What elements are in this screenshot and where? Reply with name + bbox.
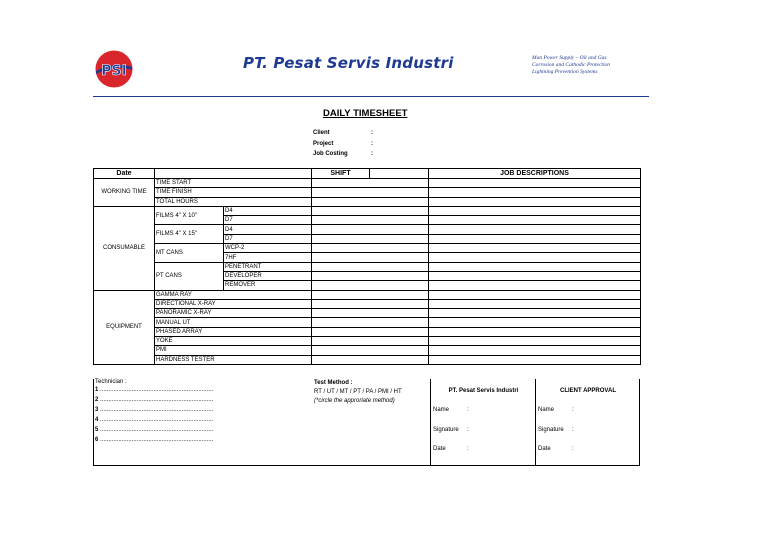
row-label: GAMMA RAY	[155, 290, 312, 299]
item-label: PENETRANT	[224, 262, 312, 271]
table-header-row	[94, 169, 641, 179]
job-cell[interactable]	[429, 346, 641, 355]
item-label: 7HF	[224, 253, 312, 262]
service-line: Corrosion and Cathodic Protection	[532, 62, 610, 68]
services-list	[532, 55, 610, 76]
table-row	[94, 206, 641, 215]
shift-cell[interactable]	[312, 197, 429, 206]
company-name: PT. Pesat Servis Industri	[243, 54, 454, 72]
test-method-options[interactable]: RT / UT / MT / PT / PA / PMI / HT	[314, 389, 402, 395]
logo-text: PSI	[101, 63, 127, 79]
shift-cell[interactable]	[312, 262, 429, 271]
date-input-cell[interactable]	[155, 169, 312, 179]
meta-label: Job Costing	[313, 151, 348, 157]
item-label: REMOVER	[224, 281, 312, 290]
row-label: YOKE	[155, 337, 312, 346]
timesheet-table	[93, 168, 641, 365]
shift-cell[interactable]	[312, 188, 429, 197]
header-divider	[93, 96, 649, 97]
technician-line[interactable]: 4 ....................................................................	[95, 417, 214, 423]
table-row	[94, 355, 641, 364]
shift-cell[interactable]	[312, 244, 429, 253]
table-row	[94, 290, 641, 299]
row-label: PANORAMIC X-RAY	[155, 309, 312, 318]
job-cell[interactable]	[429, 309, 641, 318]
job-descriptions-header: JOB DESCRIPTIONS	[429, 169, 641, 179]
shift-cell[interactable]	[312, 225, 429, 234]
service-line: Lightning Prevention Systems	[532, 69, 598, 75]
technician-label: Technician :	[95, 379, 127, 385]
table-row	[94, 244, 641, 253]
shift-cell[interactable]	[312, 290, 429, 299]
meta-row-job-costing	[313, 149, 373, 160]
job-cell[interactable]	[429, 337, 641, 346]
pt-approval-box	[430, 379, 536, 465]
shift-cell[interactable]	[312, 318, 429, 327]
job-cell[interactable]	[429, 253, 641, 262]
meta-row-project	[313, 139, 373, 150]
job-cell[interactable]	[429, 262, 641, 271]
sheet-title: DAILY TIMESHEET	[323, 108, 408, 119]
client-name-field[interactable]: Name :	[538, 407, 574, 413]
meta-fields	[313, 128, 373, 160]
table-row	[94, 337, 641, 346]
shift-cell[interactable]	[312, 179, 429, 188]
row-label: TIME START	[155, 179, 312, 188]
job-cell[interactable]	[429, 225, 641, 234]
table-row	[94, 197, 641, 206]
shift-cell[interactable]	[312, 271, 429, 280]
date-header: Date	[94, 169, 155, 179]
table-row	[94, 299, 641, 308]
company-logo	[93, 49, 135, 89]
job-cell[interactable]	[429, 271, 641, 280]
client-date-field[interactable]: Date :	[538, 446, 574, 452]
job-cell[interactable]	[429, 299, 641, 308]
technician-line[interactable]: 5 ....................................................................	[95, 427, 214, 433]
table-row	[94, 262, 641, 271]
shift-cell[interactable]	[312, 355, 429, 364]
row-label: TOTAL HOURS	[155, 197, 312, 206]
row-label: DIRECTIONAL X-RAY	[155, 299, 312, 308]
client-approval-box	[535, 379, 640, 465]
pt-date-field[interactable]: Date :	[433, 446, 469, 452]
job-cell[interactable]	[429, 179, 641, 188]
shift-cell[interactable]	[312, 216, 429, 225]
mt-cans-label: MT CANS	[155, 244, 224, 263]
shift-cell[interactable]	[312, 281, 429, 290]
job-cell[interactable]	[429, 206, 641, 215]
job-cell[interactable]	[429, 197, 641, 206]
pt-approval-title: PT. Pesat Servis Industri	[448, 388, 519, 394]
pt-name-field[interactable]: Name :	[433, 407, 469, 413]
job-cell[interactable]	[429, 290, 641, 299]
shift-cell[interactable]	[312, 346, 429, 355]
job-cell[interactable]	[429, 216, 641, 225]
row-label: TIME FINISH	[155, 188, 312, 197]
job-cell[interactable]	[429, 355, 641, 364]
item-label: D7	[224, 216, 312, 225]
client-signature-field[interactable]: Signature :	[538, 427, 574, 433]
test-method-title: Test Method :	[314, 380, 353, 386]
meta-label: Client	[313, 130, 330, 136]
item-label: WCP-2	[224, 244, 312, 253]
row-label: HARDNESS TESTER	[155, 355, 312, 364]
table-row	[94, 318, 641, 327]
working-time-label: WORKING TIME	[94, 179, 155, 207]
item-label: D4	[224, 225, 312, 234]
pt-cans-label: PT CANS	[155, 262, 224, 290]
job-cell[interactable]	[429, 318, 641, 327]
client-approval-title: CLIENT APPROVAL	[559, 388, 616, 394]
item-label: D7	[224, 234, 312, 243]
item-label: D4	[224, 206, 312, 215]
shift-cell[interactable]	[312, 337, 429, 346]
test-method-note: (*circle the approriate method)	[314, 398, 395, 404]
table-row	[94, 179, 641, 188]
row-label: MANUAL UT	[155, 318, 312, 327]
table-row	[94, 188, 641, 197]
meta-sep: :	[371, 151, 373, 157]
table-row	[94, 327, 641, 336]
table-row	[94, 309, 641, 318]
shift-cell[interactable]	[312, 299, 429, 308]
films-15-label: FILMS 4" X 15"	[155, 225, 224, 244]
shift-cell[interactable]	[312, 234, 429, 243]
job-cell[interactable]	[429, 244, 641, 253]
meta-label: Project	[313, 140, 334, 147]
table-row	[94, 225, 641, 234]
equipment-label: EQUIPMENT	[94, 290, 155, 364]
meta-sep: :	[371, 130, 373, 136]
table-row	[94, 346, 641, 355]
pt-signature-field[interactable]: Signature :	[433, 427, 469, 433]
technician-line[interactable]: 1 ....................................................................	[95, 387, 214, 393]
meta-row-client	[313, 128, 373, 139]
job-cell[interactable]	[429, 327, 641, 336]
technician-line[interactable]: 3 ....................................................................	[95, 407, 214, 413]
job-cell[interactable]	[429, 234, 641, 243]
job-cell[interactable]	[429, 188, 641, 197]
signature-section	[93, 379, 640, 466]
job-cell[interactable]	[429, 281, 641, 290]
shift-cell[interactable]	[312, 206, 429, 215]
test-method-block	[314, 379, 402, 465]
shift-cell[interactable]	[312, 253, 429, 262]
shift-input-cell[interactable]	[370, 169, 429, 179]
row-label: PHASED ARRAY	[155, 327, 312, 336]
meta-sep: :	[371, 140, 373, 147]
films-10-label: FILMS 4" X 10"	[155, 206, 224, 225]
technician-line[interactable]: 6 ....................................................................	[95, 437, 214, 443]
row-label: PMI	[155, 346, 312, 355]
shift-cell[interactable]	[312, 327, 429, 336]
technician-line[interactable]: 2 ....................................................................	[95, 397, 214, 403]
consumable-label: CONSUMABLE	[94, 206, 155, 290]
technician-block	[95, 379, 213, 465]
shift-cell[interactable]	[312, 309, 429, 318]
service-line: Man Power Supply – Oil and Gas	[532, 55, 607, 61]
shift-header: SHIFT	[312, 169, 370, 179]
item-label: DEVELOPER	[224, 271, 312, 280]
